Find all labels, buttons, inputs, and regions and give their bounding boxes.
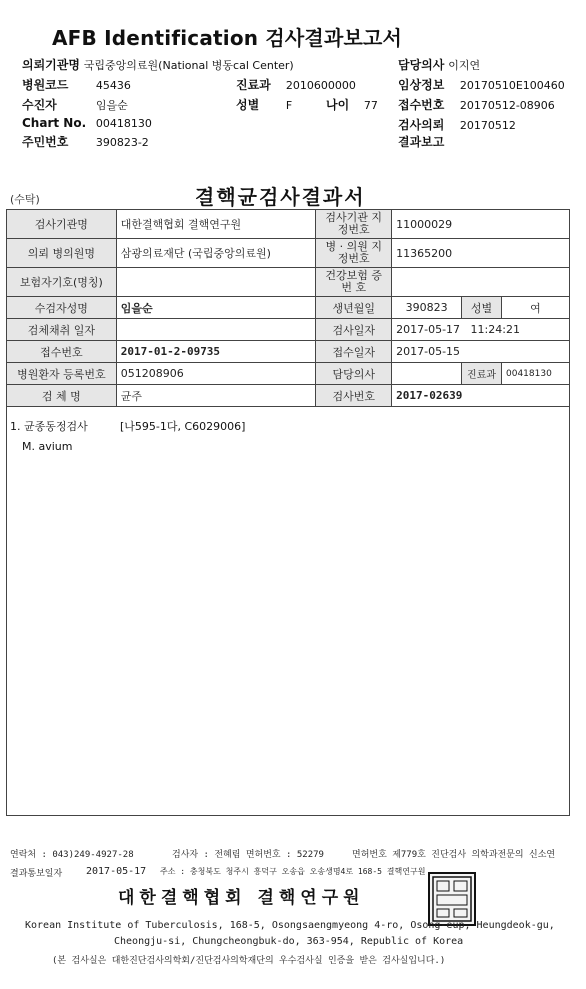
inspect-org-label: 검사기관명 — [7, 210, 117, 239]
header-cell — [398, 56, 480, 73]
consignment-mark: (수탁) — [10, 193, 40, 206]
table-row — [7, 210, 570, 239]
header-cell — [236, 76, 356, 93]
table-row — [7, 268, 570, 297]
footer-address-en-2: Cheongju-si, Chungcheongbuk-do, 363-954, Republic of Korea — [114, 936, 464, 947]
recv-no-value: 2017-01-2-09735 — [116, 341, 316, 363]
header-value: 이지연 — [448, 59, 481, 72]
footer-certification: (본 검사실은 대한진단검사의학회/진단검사의학재단의 우수검사실 인증을 받은 검사실입니다.) — [52, 956, 446, 966]
seal-icon — [430, 874, 474, 924]
doctor-value — [392, 363, 462, 385]
header-cell — [22, 96, 128, 113]
header-label: 수진자 — [22, 98, 57, 112]
header-label: 병원코드 — [22, 78, 69, 92]
header-value: 임을순 — [95, 99, 128, 112]
sex-value: 여 — [502, 297, 570, 319]
table-row — [7, 319, 570, 341]
report-title: 결핵균검사결과서 — [195, 185, 366, 209]
insurer-value — [116, 268, 316, 297]
sex-label: 성별 — [462, 297, 502, 319]
footer-address-en-1: Korean Institute of Tuberculosis, 168-5, Osongsaengmyeong 4-ro, Osong-eup, Heungdeok-gu, — [25, 920, 555, 931]
official-seal — [428, 872, 476, 926]
footer-report-date: 2017-05-17 — [86, 866, 147, 877]
collect-date-label: 검체채취 일자 — [7, 319, 117, 341]
result-test-name: 1. 균종동정검사 — [10, 420, 88, 433]
req-hospital-value: 삼광의료재단 (국립중앙의료원) — [116, 239, 316, 268]
pt-reg-value: 051208906 — [116, 363, 316, 385]
document-title: AFB Identification 검사결과보고서 — [52, 26, 403, 50]
header-value: 00418130 — [95, 117, 152, 130]
test-no-label: 검사번호 — [316, 385, 392, 407]
header-value: 45436 — [95, 79, 131, 92]
header-cell — [398, 76, 565, 93]
hosp-code-label: 병 · 의원 지정번호 — [316, 239, 392, 268]
test-date-value: 2017-05-17 11:24:21 — [392, 319, 570, 341]
collect-date-value — [116, 319, 316, 341]
footer-address-kr: 주소 : 충청북도 청주시 흥덕구 오송읍 오송생명4로 168-5 결핵연구원 — [160, 867, 426, 876]
pt-reg-label: 병원환자 등록번호 — [7, 363, 117, 385]
header-value: 20170510E100460 — [459, 79, 565, 92]
header-label: 성별 — [236, 98, 260, 112]
header-value: F — [285, 99, 293, 112]
dept-value: 00418130 — [502, 363, 570, 385]
result-organism: M. avium — [22, 440, 73, 453]
result-test-code: [나595-1다, C6029006] — [120, 420, 246, 433]
header-label: 임상정보 — [398, 78, 445, 92]
header-value: 20170512 — [459, 119, 516, 132]
header-row-1 — [22, 56, 294, 73]
recv-date-value: 2017-05-15 — [392, 341, 570, 363]
header-cell — [398, 133, 456, 150]
test-no-value: 2017-02639 — [392, 385, 570, 407]
report-form-table — [6, 209, 570, 407]
dept-label: 진료과 — [462, 363, 502, 385]
table-row — [7, 239, 570, 268]
footer-tester: 검사자 : 전혜림 면허번호 : 52279 — [172, 850, 324, 860]
header-cell — [236, 96, 292, 113]
patient-label: 수검자성명 — [7, 297, 117, 319]
hosp-code-value: 11365200 — [392, 239, 570, 268]
health-ins-value — [392, 268, 570, 297]
footer-contact: 연락처 : 043)249-4927-28 — [10, 850, 134, 860]
birth-value: 390823 — [392, 297, 462, 319]
header-value: 77 — [363, 99, 378, 112]
birth-label: 생년월일 — [316, 297, 392, 319]
header-label: 의뢰기관명 — [22, 58, 80, 72]
table-row — [7, 341, 570, 363]
header-value: 2010600000 — [285, 79, 356, 92]
req-hospital-label: 의뢰 병의원명 — [7, 239, 117, 268]
doctor-label: 담당의사 — [316, 363, 392, 385]
result-box — [6, 404, 570, 816]
specimen-value: 균주 — [116, 385, 316, 407]
header-cell — [326, 96, 378, 113]
header-label: 나이 — [326, 98, 350, 112]
footer-report-date-label: 결과통보일자 — [10, 869, 63, 879]
specimen-label: 검 체 명 — [7, 385, 117, 407]
table-row — [7, 363, 570, 385]
recv-date-label: 접수일자 — [316, 341, 392, 363]
header-label: 진료과 — [236, 78, 271, 92]
header-cell — [398, 96, 555, 113]
footer-license: 면허번호 제779호 진단검사 의학과전문의 신소연 — [352, 850, 556, 860]
recv-no-label: 접수번호 — [7, 341, 117, 363]
inspect-code-value: 11000029 — [392, 210, 570, 239]
header-cell — [398, 116, 516, 133]
patient-value: 임을순 — [116, 297, 316, 319]
header-value: 국립중앙의료원(National 병동cal Center) — [83, 59, 294, 72]
header-cell — [22, 116, 152, 130]
header-label: 담당의사 — [398, 58, 445, 72]
header-cell — [22, 76, 131, 93]
header-label: 결과보고 — [398, 135, 445, 149]
header-value: 390823-2 — [95, 136, 149, 149]
inspect-org-value: 대한결핵협회 결핵연구원 — [116, 210, 316, 239]
test-date-label: 검사일자 — [316, 319, 392, 341]
header-cell — [22, 133, 149, 150]
health-ins-label: 건강보험 증 번 호 — [316, 268, 392, 297]
insurer-label: 보험자기호(명칭) — [7, 268, 117, 297]
institute-name: 대한결핵협회 결핵연구원 — [118, 888, 365, 908]
header-label: 검사의뢰 — [398, 118, 445, 132]
header-label: 접수번호 — [398, 98, 445, 112]
table-row — [7, 297, 570, 319]
header-value: 20170512-08906 — [459, 99, 555, 112]
header-label: Chart No. — [22, 116, 87, 130]
inspect-code-label: 검사기관 지정번호 — [316, 210, 392, 239]
header-label: 주민번호 — [22, 135, 69, 149]
